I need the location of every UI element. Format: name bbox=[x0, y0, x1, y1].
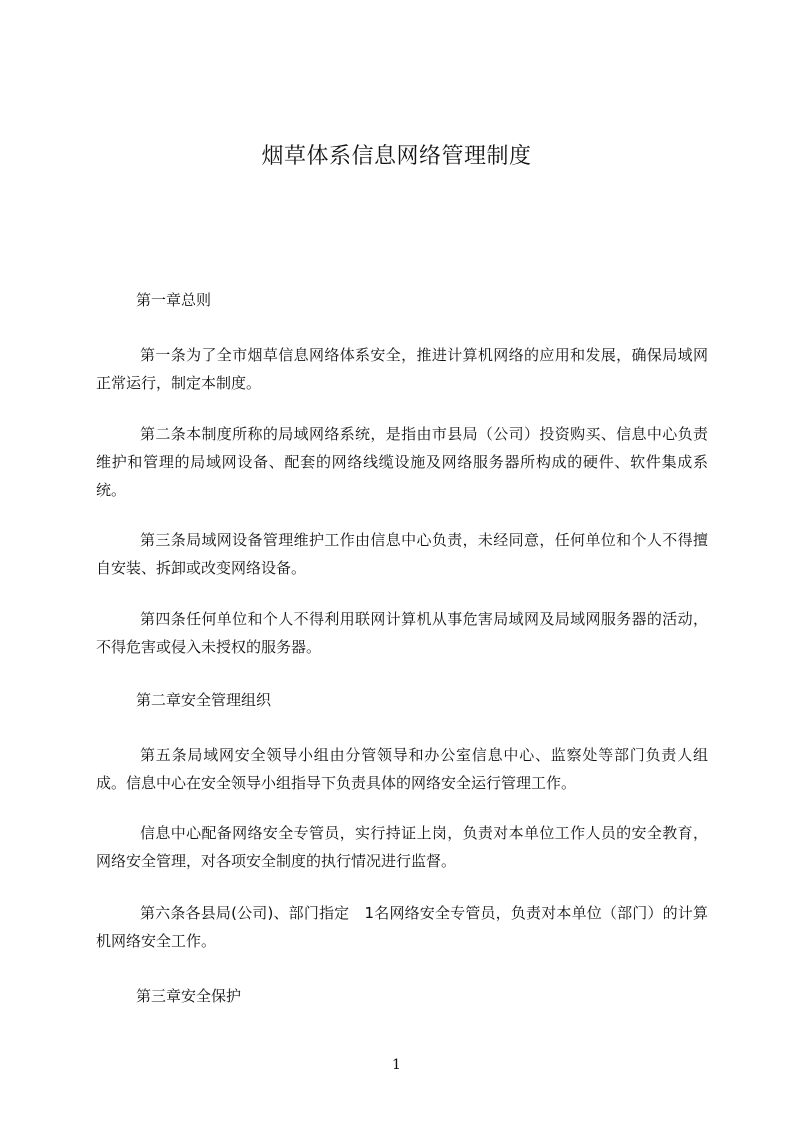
chapter-heading: 第一章总则 bbox=[136, 291, 212, 309]
page-number: 1 bbox=[392, 1057, 401, 1073]
article-paragraph: 信息中心配备网络安全专管员，实行持证上岗，负责对本单位工作人员的安全教育，网络安全管理，对各项安全制度的执行情况进行监督。 bbox=[96, 824, 708, 870]
article-paragraph: 第六条各县局(公司)、部门指定 1名网络安全专管员，负责对本单位（部门）的计算机网络安全工作。 bbox=[96, 904, 708, 950]
article-paragraph: 第三条局域网设备管理维护工作由信息中心负责，未经同意，任何单位和个人不得擅自安装、拆卸或改变网络设备。 bbox=[96, 531, 708, 577]
article-paragraph: 第五条局域网安全领导小组由分管领导和办公室信息中心、监察处等部门负责人组成。信息中心在安全领导小组指导下负责具体的网络安全运行管理工作。 bbox=[96, 746, 708, 792]
chapter-heading: 第三章安全保护 bbox=[136, 987, 242, 1005]
chapter-heading: 第二章安全管理组织 bbox=[136, 691, 272, 709]
document-title: 烟草体系信息网络管理制度 bbox=[261, 144, 532, 169]
article-paragraph: 第一条为了全市烟草信息网络体系安全，推进计算机网络的应用和发展，确保局域网正常运行，制定本制度。 bbox=[96, 346, 708, 392]
article-paragraph: 第二条本制度所称的局域网络系统，是指由市县局（公司）投资购买、信息中心负责维护和管理的局域网设备、配套的网络线缆设施及网络服务器所构成的硬件、软件集成系统。 bbox=[96, 425, 708, 499]
article-paragraph: 第四条任何单位和个人不得利用联网计算机从事危害局域网及局域网服务器的活动，不得危害或侵入未授权的服务器。 bbox=[96, 610, 708, 656]
